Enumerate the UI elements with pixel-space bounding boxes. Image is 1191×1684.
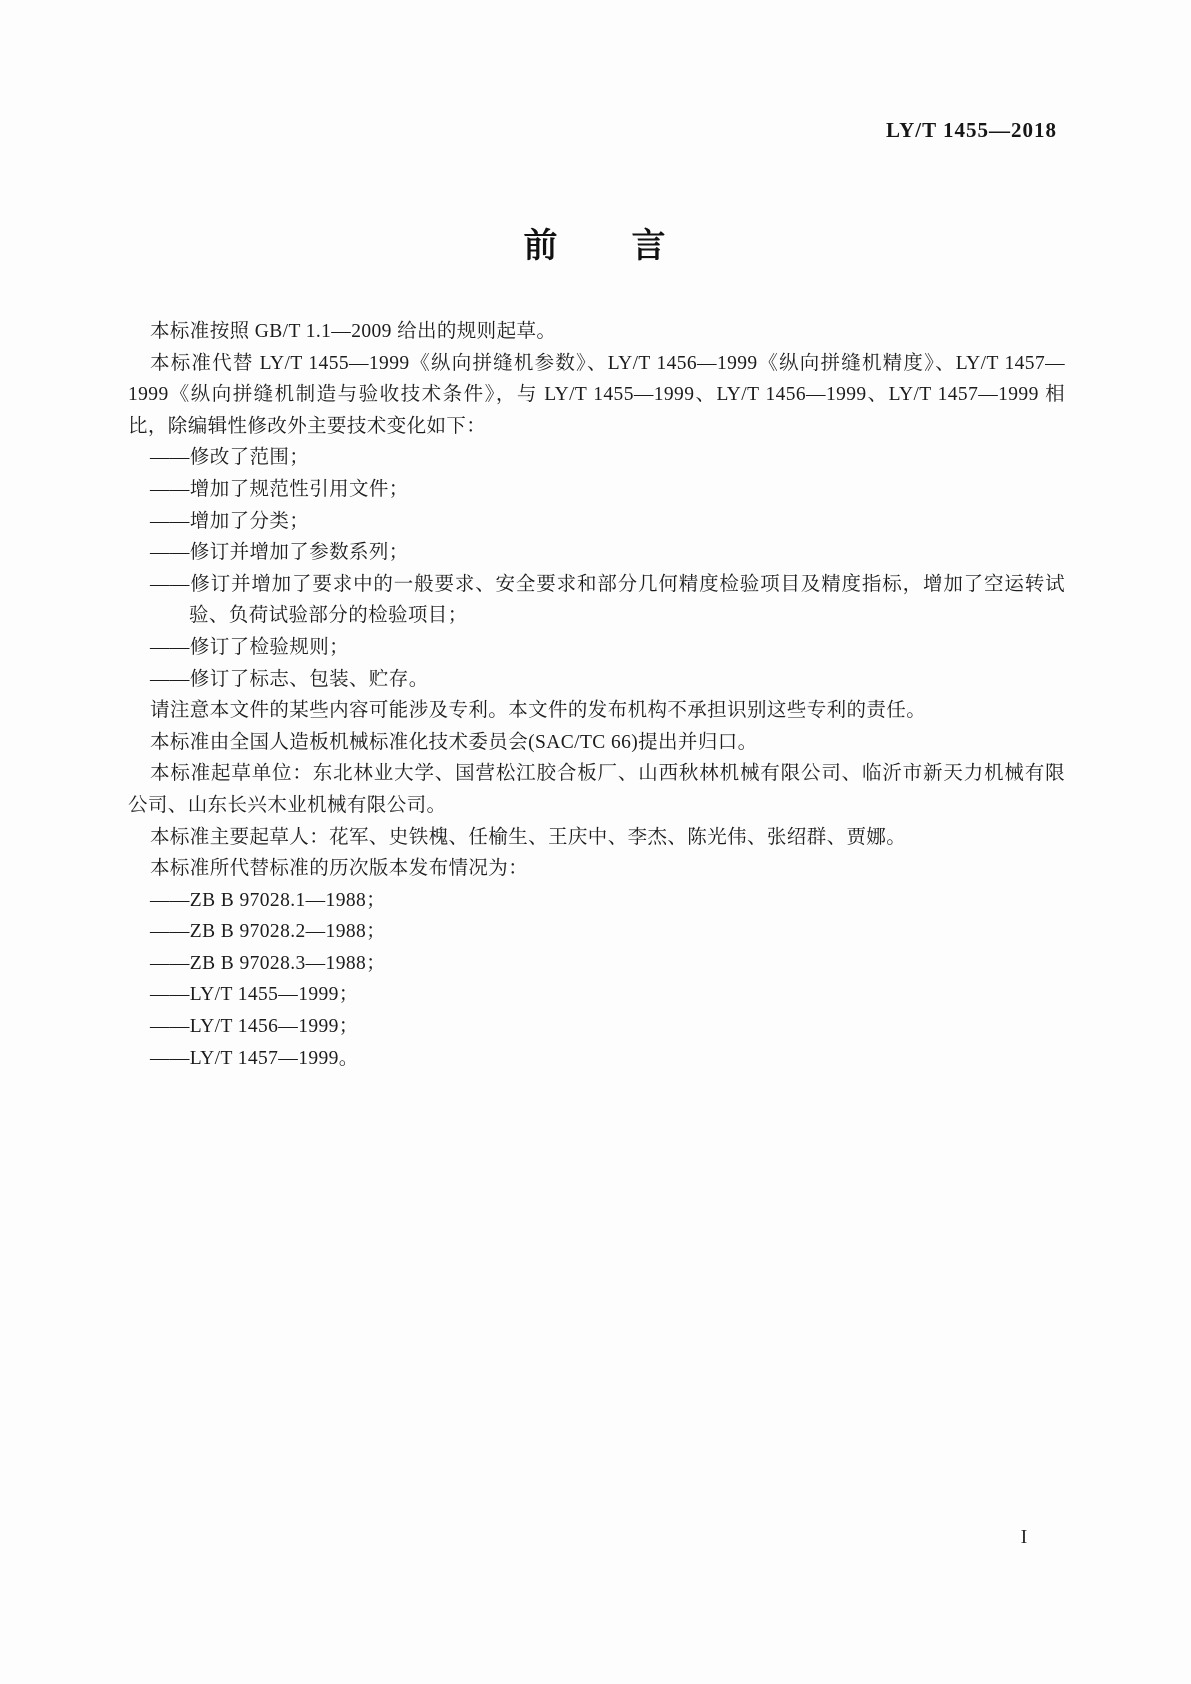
foreword-body [128, 316, 1065, 1074]
foreword-title: 前 言 [523, 227, 668, 265]
standard-code-header: LY/T 1455—2018 [886, 118, 1057, 142]
change-item: ——增加了分类； [150, 510, 310, 532]
paragraph-history-intro: 本标准所代替标准的历次版本发布情况为： [150, 858, 529, 880]
paragraph-drafting-rule: 本标准按照 GB/T 1.1—2009 给出的规则起草。 [150, 321, 557, 342]
history-item: ——LY/T 1456—1999； [150, 1016, 359, 1038]
page-number: I [1020, 1526, 1028, 1548]
paragraph-committee: 本标准由全国人造板机械标准化技术委员会(SAC/TC 66)提出并归口。 [150, 731, 758, 753]
history-item: ——ZB B 97028.1—1988； [150, 889, 387, 911]
change-item: ——修订并增加了要求中的一般要求、安全要求和部分几何精度检验项目及精度指标，增加了空运转试验、负荷试验部分的检验项目； [150, 573, 1065, 627]
change-item: ——增加了规范性引用文件； [150, 478, 409, 500]
paragraph-drafters: 本标准主要起草人：花军、史铁槐、任榆生、王庆中、李杰、陈光伟、张绍群、贾娜。 [150, 826, 907, 848]
change-item: ——修订并增加了参数系列； [150, 542, 409, 564]
paragraph-patent-notice: 请注意本文件的某些内容可能涉及专利。本文件的发布机构不承担识别这些专利的责任。 [150, 700, 927, 722]
history-item: ——LY/T 1455—1999； [150, 984, 359, 1006]
history-item: ——LY/T 1457—1999。 [150, 1047, 359, 1069]
change-item: ——修改了范围； [150, 447, 310, 469]
change-item: ——修订了标志、包装、贮存。 [150, 668, 429, 690]
paragraph-drafting-units: 本标准起草单位：东北林业大学、国营松江胶合板厂、山西秋林机械有限公司、临沂市新天力机械有限公司、山东长兴木业机械有限公司。 [128, 763, 1065, 816]
paragraph-replaced-standards: 本标准代替 LY/T 1455—1999《纵向拼缝机参数》、LY/T 1456—1999《纵向拼缝机精度》、LY/T 1457—1999《纵向拼缝机制造与验收技术条件》，与 LY/T 1455—1999、LY/T 1456—1999、LY/T 1457—1999 相比，除编辑性修改外主要技术变化如下： [128, 352, 1065, 437]
change-item: ——修订了检验规则； [150, 636, 350, 658]
history-item: ——ZB B 97028.2—1988； [150, 921, 387, 943]
history-item: ——ZB B 97028.3—1988； [150, 952, 387, 974]
